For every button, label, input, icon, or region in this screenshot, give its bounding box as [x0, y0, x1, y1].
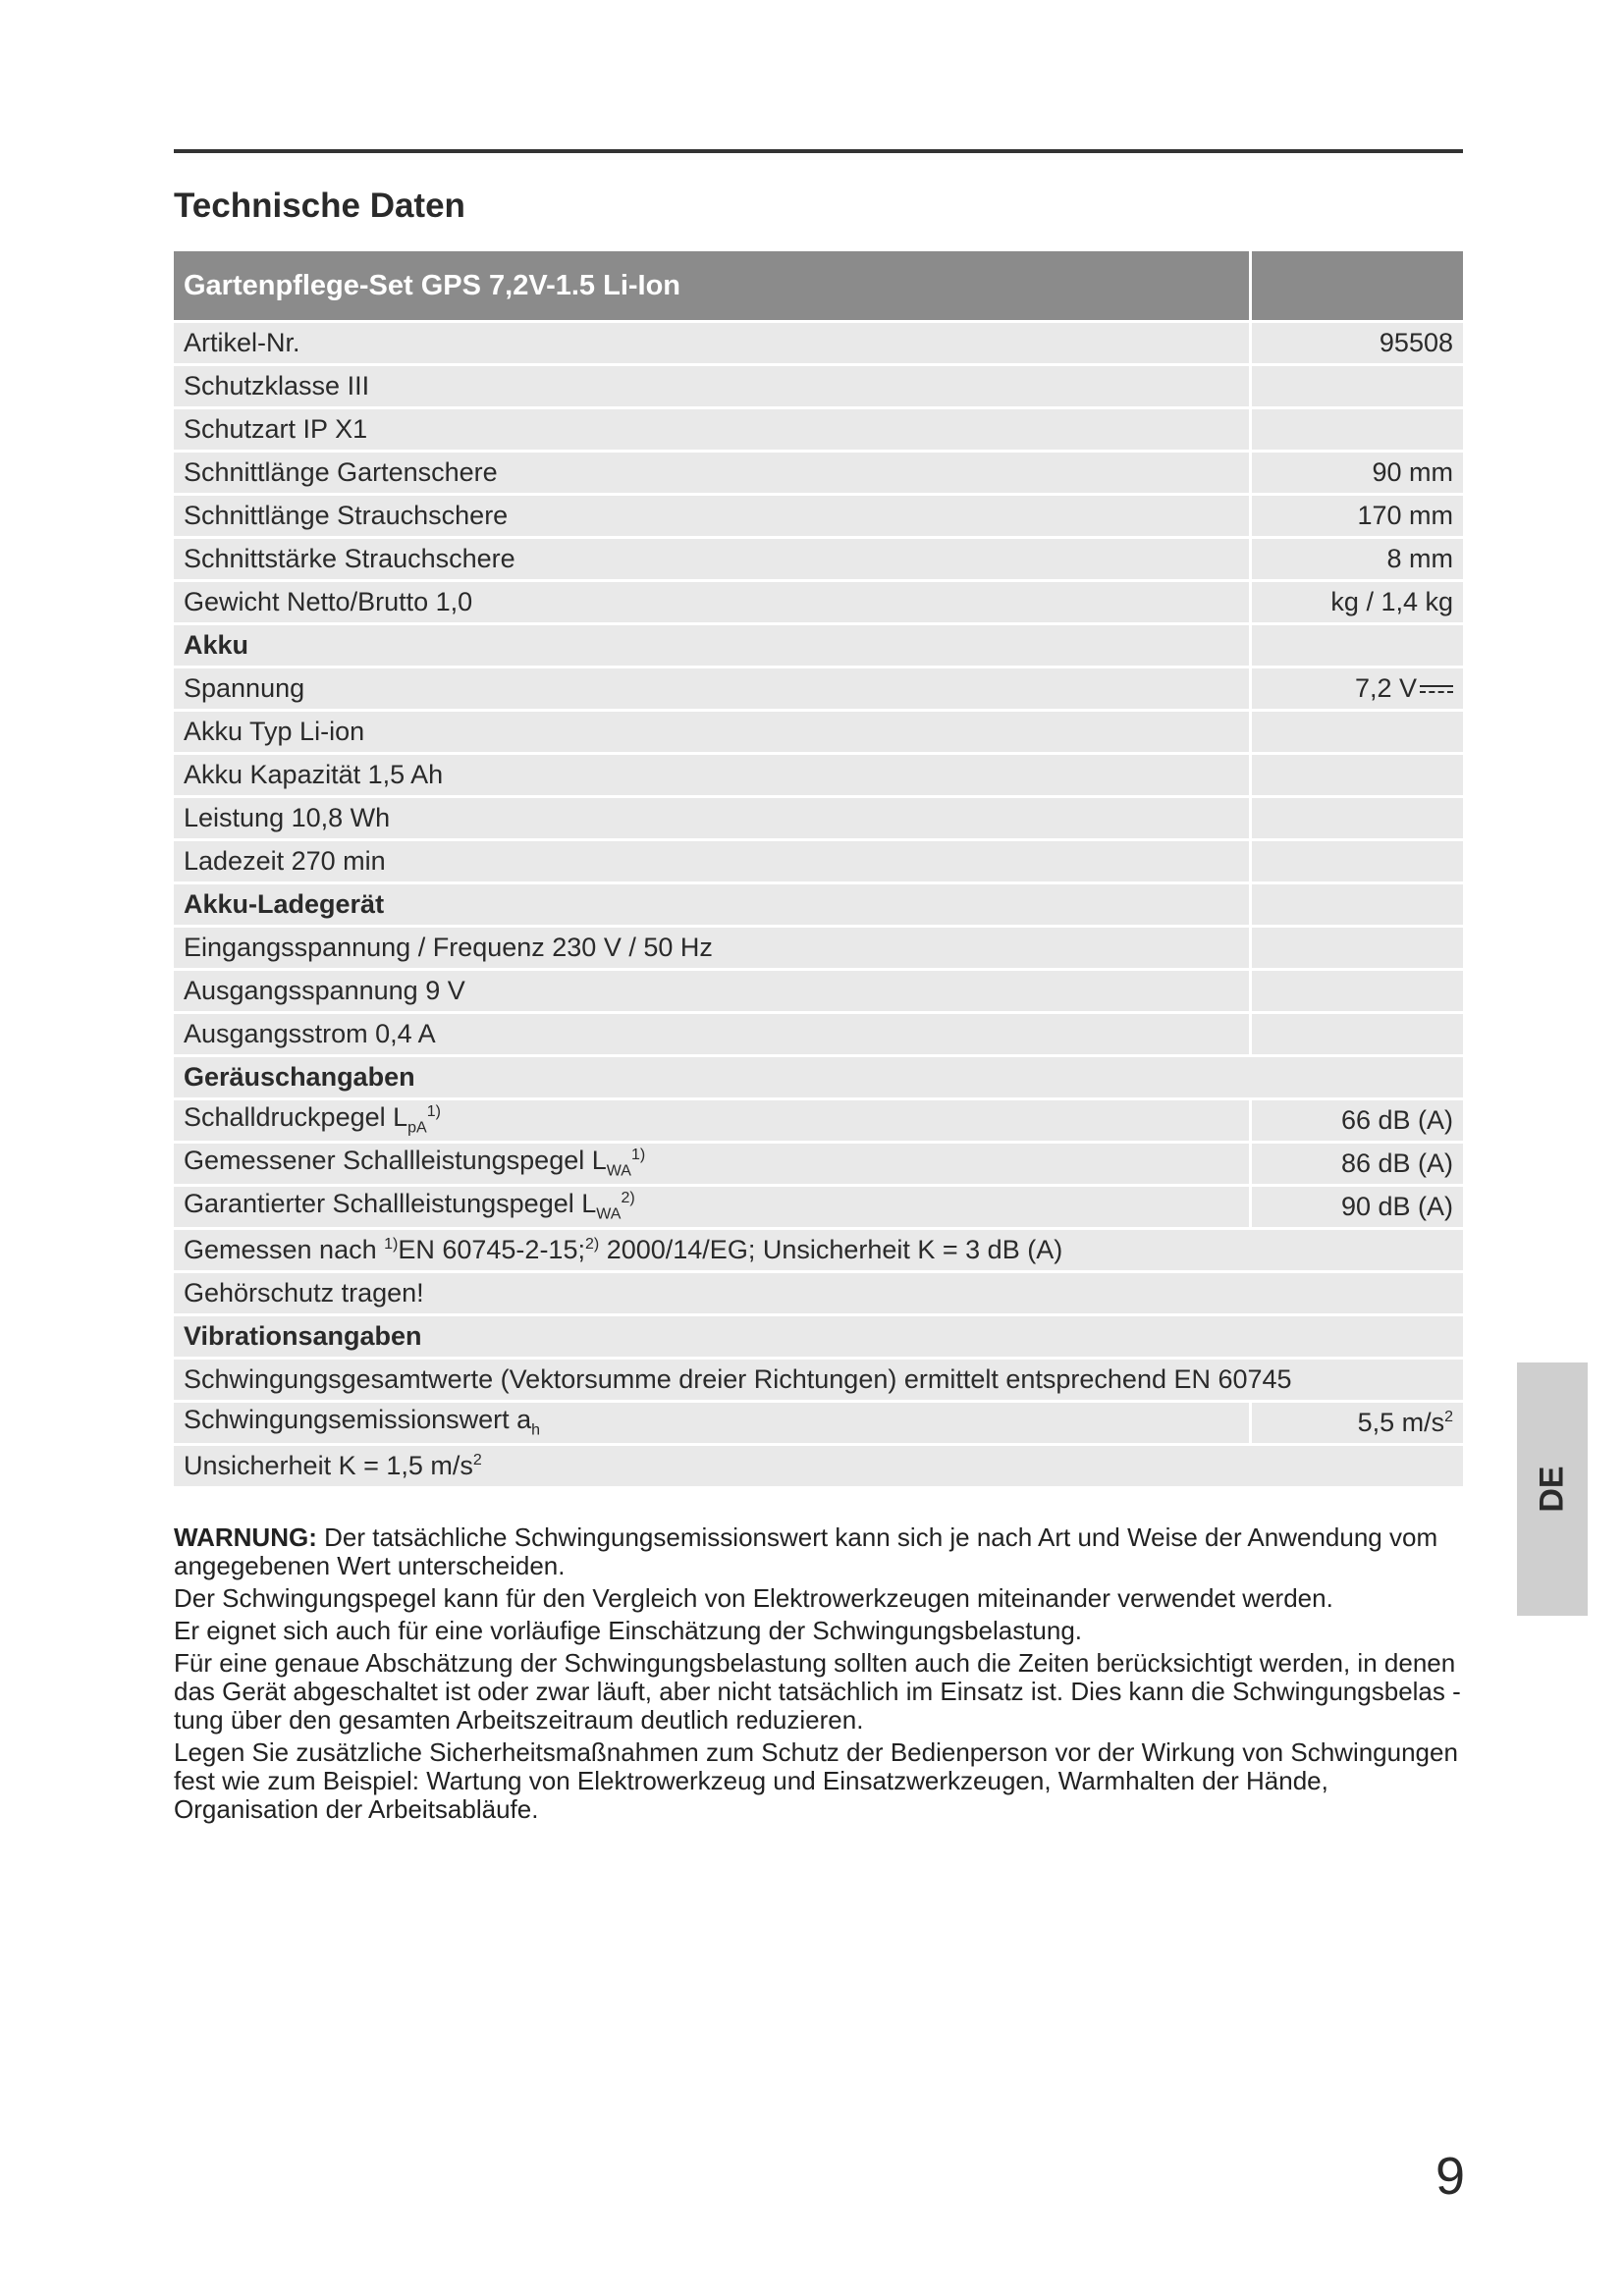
table-row: Gehörschutz tragen! [174, 1273, 1463, 1316]
note-paragraph: Für eine genaue Abschätzung der Schwingungsbelastung sollten auch die Zeiten berücksichtigt werden, in denen das Gerät abgeschaltet ist oder zwar läuft, aber nicht tatsächlich im Einsatz ist. Dies kann die Schwingungsbelas - tung über den gesamten Arbeitszeitraum deutlich reduzieren. [174, 1648, 1461, 1735]
table-row: Schwingungsemissionswert $a_h$ 5,5 $m/s^2$ [174, 1403, 1463, 1446]
warning-label: WARNUNG: [174, 1522, 317, 1552]
table-row: Gewicht Netto/Brutto 1,0 kg / 1,4 kg [174, 582, 1463, 625]
page-title: Technische Daten [174, 187, 465, 225]
warning-paragraph: WARNUNG: Der tatsächliche Schwingungsemissionswert kann sich je nach Art und Weise der Anwendung vom angegebenen Wert unterscheiden. [174, 1522, 1438, 1580]
table-row: Eingangsspannung / Frequenz 230 V / 50 Hz [174, 928, 1463, 971]
note-paragraph: Der Schwingungspegel kann für den Vergleich von Elektrowerkzeugen miteinander verwendet werden. [174, 1583, 1333, 1613]
note-paragraph: Er eignet sich auch für eine vorläufige Einschätzung der Schwingungsbelastung. [174, 1616, 1083, 1645]
table-row: Gemessen nach $^{1)}$EN 60745-2-15;$^{2)}$ 2000/14/EG; Unsicherheit K = 3 dB (A) [174, 1230, 1463, 1273]
table-row: Unsicherheit K = 1,5 $m/s^2$ [174, 1446, 1463, 1489]
table-row: Akku Typ Li-ion [174, 712, 1463, 755]
vibration-notes [174, 1523, 1463, 1828]
table-header-row [174, 251, 1463, 323]
page-number: 9 [1435, 2147, 1466, 2206]
section-row-akku: Akku [174, 625, 1463, 668]
product-title: Gartenpflege-Set GPS 7,2V-1.5 Li-Ion [174, 251, 1249, 323]
table-row: Ausgangsspannung 9 V [174, 971, 1463, 1014]
language-tab [1517, 1362, 1588, 1616]
table-row: Schutzart IP X1 [174, 409, 1463, 453]
section-row-ladegeraet: Akku-Ladegerät [174, 884, 1463, 928]
table-row: Schutzklasse III [174, 366, 1463, 409]
header-empty-cell [1249, 251, 1463, 323]
tech-specs-table [174, 251, 1463, 1489]
section-row-vibration: Vibrationsangaben [174, 1316, 1463, 1360]
table-row: Spannung 7,2 V [174, 668, 1463, 712]
table-row: Schnittstärke Strauchschere 8 mm [174, 539, 1463, 582]
table-row: Schalldruckpegel $L_{pA}^{1)}$ 66 dB (A) [174, 1100, 1463, 1144]
top-rule [174, 149, 1463, 153]
table-row: Gemessener Schallleistungspegel $L_{WA}^{1)}$ 86 dB (A) [174, 1144, 1463, 1187]
note-paragraph: Legen Sie zusätzliche Sicherheitsmaßnahmen zum Schutz der Bedienperson vor der Wirkung von Schwingungen fest wie zum Beispiel: Wartung von Elektrowerkzeug und Einsatzwerkzeugen, Warmhalten der Hände, Organisation der Arbeitsabläufe. [174, 1737, 1458, 1824]
table-row: Ausgangsstrom 0,4 A [174, 1014, 1463, 1057]
table-row: Garantierter Schallleistungspegel $L_{WA}^{2)}$ 90 dB (A) [174, 1187, 1463, 1230]
table-row: Schnittlänge Gartenschere 90 mm [174, 453, 1463, 496]
direct-current-icon [1420, 683, 1453, 697]
table-row: Ladezeit 270 min [174, 841, 1463, 884]
table-row: Leistung 10,8 Wh [174, 798, 1463, 841]
section-row-geraeusch: Geräuschangaben [174, 1057, 1463, 1100]
table-row: Schnittlänge Strauchschere 170 mm [174, 496, 1463, 539]
table-row: Akku Kapazität 1,5 Ah [174, 755, 1463, 798]
table-row: Artikel-Nr. 95508 [174, 323, 1463, 366]
language-code: DE [1533, 1466, 1571, 1513]
table-row: Schwingungsgesamtwerte (Vektorsumme dreier Richtungen) ermittelt entsprechend EN 60745 [174, 1360, 1463, 1403]
